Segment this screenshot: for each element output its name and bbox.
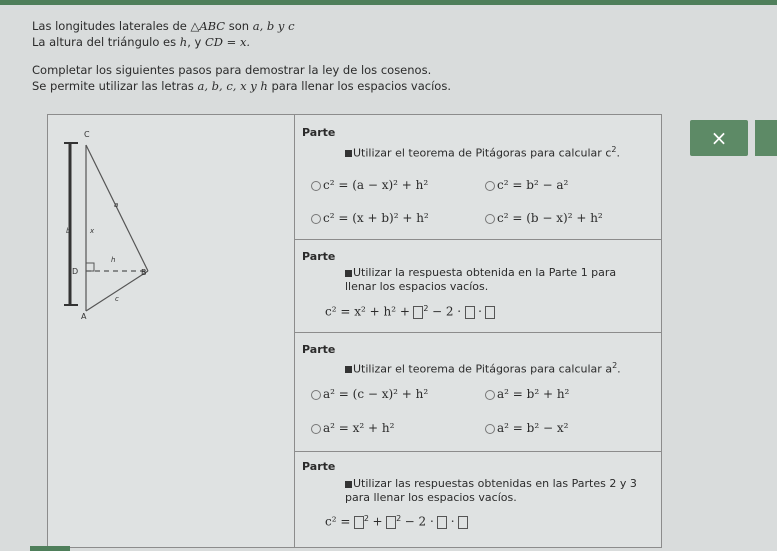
radio-button[interactable] [311,214,321,224]
part-2-instruction: Utilizar la respuesta obtenida en la Parte 1 para llenar los espacios vacíos. [345,266,617,293]
part-1 [295,115,661,240]
part-3-instruction: Utilizar el teorema de Pitágoras para calcular $a^2$. [345,359,655,377]
blank-input-3[interactable] [485,306,495,319]
top-accent-bar [0,0,777,5]
radio-button[interactable] [311,424,321,434]
side-c-label: c [115,295,119,303]
blank-input-2[interactable] [465,306,475,319]
vertex-B-label: B [141,268,147,277]
blank-input-3[interactable] [437,516,447,529]
triangle-diagram [48,115,294,547]
intro-line-3: Completar los siguientes pasos para demostrar la ley de los cosenos. [32,63,432,77]
part-1-title: Parte [302,126,336,139]
part-4-equation: c² = $^2$ + $^2$ − 2 · · [325,514,468,529]
side-panel-button[interactable] [755,120,777,156]
problem-panel [47,114,662,548]
intro-line-2: La altura del triángulo es h, y CD = x. [32,35,251,49]
part-2 [295,240,661,333]
bullet-icon [345,366,352,373]
radio-button[interactable] [485,214,495,224]
blank-input-4[interactable] [458,516,468,529]
radio-button[interactable] [311,390,321,400]
bullet-icon [345,150,352,157]
height-h-label: h [111,256,116,264]
part-1-option-1[interactable]: c² = (a − x)² + h² [311,178,428,192]
radio-button[interactable] [485,390,495,400]
part-1-option-3[interactable]: c² = (x + b)² + h² [311,211,429,225]
bottom-accent-strip [30,546,70,551]
part-2-equation: c² = x² + h² + $^2$ − 2 · · [325,304,495,319]
part-2-title: Parte [302,250,336,263]
side-b-label: b [66,227,71,235]
bullet-icon [345,481,352,488]
vertex-C-label: C [84,130,90,139]
part-3 [295,333,661,452]
vertex-A-label: A [81,312,87,321]
part-3-option-1[interactable]: a² = (c − x)² + h² [311,387,428,401]
part-4-instruction: Utilizar las respuestas obtenidas en las Partes 2 y 3 para llenar los espacios vacíos. [345,477,637,504]
problem-statement [32,18,451,94]
segment-x-label: x [90,227,95,235]
part-3-title: Parte [302,343,336,356]
bullet-icon [345,270,352,277]
part-4 [295,452,661,547]
parts-column [295,115,661,547]
part-3-option-3[interactable]: a² = x² + h² [311,421,394,435]
close-icon: × [710,126,728,150]
radio-button[interactable] [485,424,495,434]
point-D-label: D [72,267,79,276]
intro-line-4: Se permite utilizar las letras a, b, c, x y h para llenar los espacios vacíos. [32,79,451,93]
part-4-title: Parte [302,460,336,473]
part-3-option-4[interactable]: a² = b² − x² [485,421,568,435]
intro-line-1: Las longitudes laterales de △ABC son a, b y c [32,19,295,33]
blank-input-1[interactable] [413,306,423,319]
blank-input-2[interactable] [386,516,396,529]
triangle-figure [48,115,295,547]
side-a-label: a [114,201,119,209]
radio-button[interactable] [485,181,495,191]
radio-button[interactable] [311,181,321,191]
part-1-option-2[interactable]: c² = b² − a² [485,178,568,192]
blank-input-1[interactable] [354,516,364,529]
part-1-option-4[interactable]: c² = (b − x)² + h² [485,211,603,225]
close-button[interactable] [690,120,748,156]
part-1-instruction: Utilizar el teorema de Pitágoras para calcular $c^2$. [345,143,655,161]
part-3-option-2[interactable]: a² = b² + h² [485,387,569,401]
